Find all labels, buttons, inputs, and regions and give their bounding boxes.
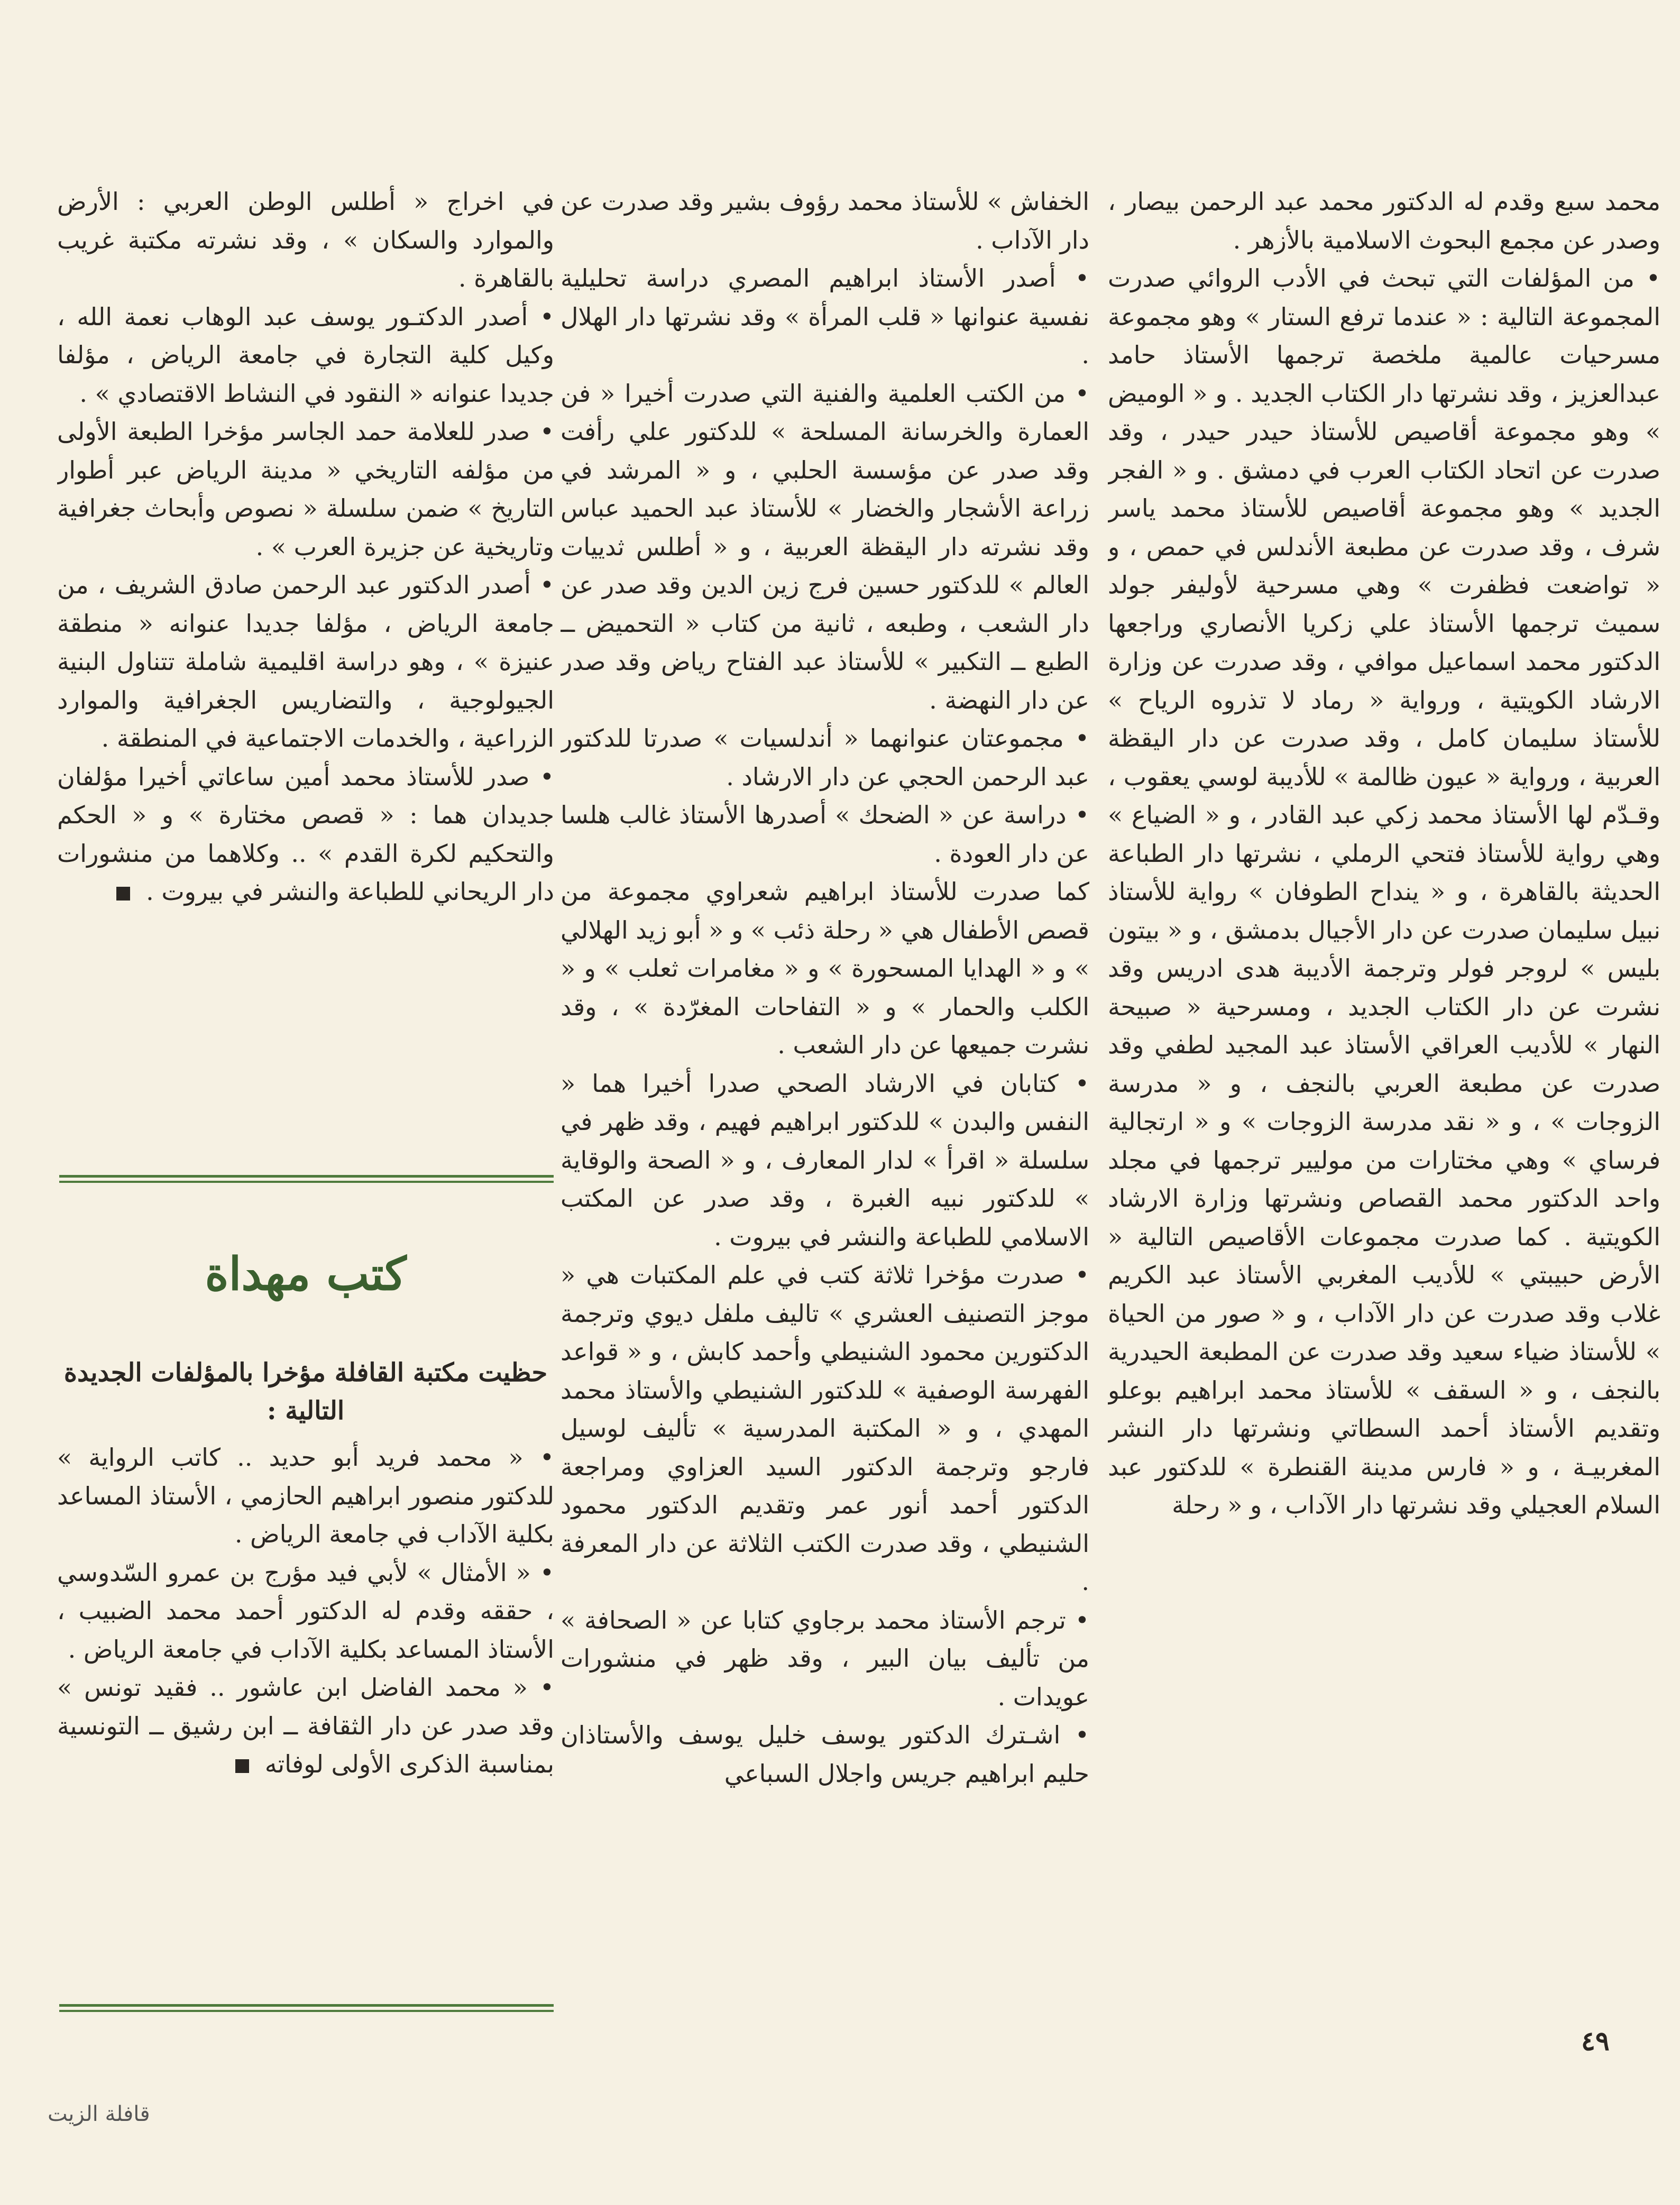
article-column-left-top [57,182,554,1156]
end-mark-square [235,1759,249,1773]
paragraph: • اشـترك الدكتور يوسف خليل يوسف والأستاذان حليم ابراهيم جريس واجلال السباعي [561,1721,1089,1788]
paragraph: • صدرت مؤخرا ثلاثة كتب في علم المكتبات هي « موجز التصنيف العشري » تاليف ملفل ديوي وترجمة الدكتورين محمود الشنيطي وأحمد كابش ، و « قواعد الفهرسة الوصفية » للدكتور الشنيطي والأستاذ محمد المهدي ، و « المكتبة المدرسية » تأليف لوسيل فارجو وترجمة الدكتور السيد العزاوي ومراجعة الدكتور أحمد أنور عمر وتقديم الدكتور محمود الشنيطي ، وقد صدرت الكتب الثلاثة عن دار المعرفة . [561,1261,1089,1596]
gifted-books-list [57,1438,554,1967]
double-rule-divider [59,2004,554,2012]
list-item: • « محمد فريد أبو حديد .. كاتب الرواية » للدكتور منصور ابراهيم الحازمي ، الأستاذ المساعد بكلية الآداب في جامعة الرياض . [57,1443,554,1548]
list-item: • « الأمثال » لأبي فيد مؤرج بن عمرو السّدوسي ، حققه وقدم له الدكتور أحمد محمد الضبيب ، الأستاذ المساعد بكلية الآداب في جامعة الرياض . [57,1558,554,1664]
paragraph: • دراسة عن « الضحك » أصدرها الأستاذ غالب هلسا عن دار العودة . [561,801,1089,868]
paragraph: • ترجم الأستاذ محمد برجاوي كتابا عن « الصحافة » من تأليف بيان البير ، وقد ظهر في منشورات عويدات . [561,1605,1089,1711]
paragraph: • من المؤلفات التي تبحث في الأدب الروائي صدرت المجموعة التالية : « عندما ترفع الستار » وهو مجموعة مسرحيات عالمية ملخصة ترجمها الأستاذ حامد عبدالعزيز ، وقد نشرتها دار الكتاب الجديد . و « الوميض » وهو مجموعة أقاصيص للأستاذ حيدر حيدر ، وقد صدرت عن اتحاد الكتاب العرب في دمشق . و « الفجر الجديد » وهو مجموعة أقاصيص للأستاذ محمد ياسر شرف ، وقد صدرت عن مطبعة الأندلس في حمص ، و « تواضعت فظفرت » وهي مسرحية لأوليفر جولد سميث ترجمها الأستاذ علي زكريا الأنصاري وراجعها الدكتور محمد اسماعيل موافي ، وقد صدرت عن وزارة الارشاد الكويتية ، ورواية « رماد لا تذروه الرياح » للأستاذ سليمان كامل ، وقد صدرت عن دار اليقظة العربية ، ورواية « عيون ظالمة » للأديبة لوسي يعقوب ، وقـدّم لها الأستاذ محمد زكي عبد القادر ، و « الضياع » وهي رواية للأستاذ فتحي الرملي ، نشرتها دار الطباعة الحديثة بالقاهرة ، و « ينداح الطوفان » رواية للأستاذ نبيل سليمان صدرت عن دار الأجيال بدمشق ، و « بيتون بليس » لروجر فولر وترجمة الأديبة هدى ادريس وقد نشرت عن دار الكتاب الجديد ، ومسرحية « صبيحة النهار » للأديب العراقي الأستاذ عبد المجيد لطفي وقد صدرت عن مطبعة العربي بالنجف ، و « مدرسة الزوجات » ، و « نقد مدرسة الزوجات » و « ارتجالية فرساي » وهي مختارات من موليير ترجمها في مجلد واحد الدكتور محمد القصاص ونشرتها وزارة الارشاد الكويتية . كما صدرت مجموعات الأقاصيص التالية « الأرض حبيبتي » للأديب المغربي الأستاذ عبد الكريم غلاب وقد صدرت عن دار الآداب ، و « صور من الحياة » للأستاذ ضياء سعيد وقد صدرت عن المطبعة الحيدرية بالنجف ، و « السقف » للأستاذ محمد ابراهيم بوعلو وتقديم الأستاذ أحمد السطاتي ونشرتها دار النشر المغربيـة ، و « فارس مدينة القنطرة » للدكتور عبد السلام العجيلي وقد نشرتها دار الآداب ، و « رحلة [1108,264,1660,1519]
end-mark-square [116,887,130,901]
list-item-last [57,1668,554,1784]
list-item-text: • « محمد الفاضل ابن عاشور .. فقيد تونس » وقد صدر عن دار الثقافة ــ ابن رشيق ــ التونسية بمناسبة الذكرى الأولى لوفاته [57,1673,554,1778]
paragraph: • أصدر الدكتـور يوسف عبد الوهاب نعمة الله ، وكيل كلية التجارة في جامعة الرياض ، مؤلفا جديدا عنوانه « النقود في النشاط الاقتصادي » . [57,302,554,408]
paragraph: محمد سبع وقدم له الدكتور محمد عبد الرحمن بيصار ، وصدر عن مجمع البحوث الاسلامية بالأزهر . [1108,187,1660,254]
paragraph: في اخراج « أطلس الوطن العربي : الأرض والموارد والسكان » ، وقد نشرته مكتبة غريب بالقاهرة . [57,187,554,292]
section-heading: حظيت مكتبة القافلة مؤخرا بالمؤلفات الجديدة التالية : [63,1358,548,1426]
paragraph: • من الكتب العلمية والفنية التي صدرت أخيرا « فن العمارة والخرسانة المسلحة » للدكتور علي رأفت وقد صدر عن مؤسسة الحلبي ، و « المرشد في زراعة الأشجار والخضار » للأستاذ عبد الحميد عباس وقد نشرته دار اليقظة العربية ، و « أطلس ثدييات العالم » للدكتور حسين فرج زين الدين وقد صدر عن دار الشعب ، وطبعه ، ثانية من كتاب « التحميض ــ الطبع ــ التكبير » للأستاذ عبد الفتاح رياض وقد صدر عن دار النهضة . [561,379,1089,714]
paragraph-last [57,758,554,911]
paragraph: • مجموعتان عنوانهما « أندلسيات » صدرتا للدكتور عبد الرحمن الحجي عن دار الارشاد . [561,724,1089,791]
double-rule-divider [59,1175,554,1183]
paragraph: • صدر للعلامة حمد الجاسر مؤخرا الطبعة الأولى من مؤلفه التاريخي « مدينة الرياض عبر أطوار التاريخ » ضمن سلسلة « نصوص وأبحاث جغرافية وتاريخية عن جزيرة العرب » . [57,417,554,561]
paragraph-text: • صدر للأستاذ محمد أمين ساعاتي أخيرا مؤلفان جديدان هما : « قصص مختارة » و « الحكم والتحكيم لكرة القدم » .. وكلاهما من منشورات دار الريحاني للطباعة والنشر في بيروت . [57,762,554,906]
paragraph: • كتابان في الارشاد الصحي صدرا أخيرا هما « النفس والبدن » للدكتور ابراهيم فهيم ، وقد ظهر في سلسلة « اقرأ » لدار المعارف ، و « الصحة والوقاية » للدكتور نبيه الغبرة ، وقد صدر عن المكتب الاسلامي للطباعة والنشر في بيروت . [561,1069,1089,1251]
paragraph: كما صدرت للأستاذ ابراهيم شعراوي مجموعة من قصص الأطفال هي « رحلة ذئب » و « أبو زيد الهلالي » و « الهدايا المسحورة » و « مغامرات ثعلب » و « الكلب والحمار » و « التفاحات المغرّدة » ، وقد نشرت جميعها عن دار الشعب . [561,877,1089,1059]
article-column-right [1108,182,1660,1991]
paragraph: الخفاش » للأستاذ محمد رؤوف بشير وقد صدرت عن دار الآداب . [561,187,1089,254]
page-number: ٤٩ [1581,2025,1610,2056]
section-title: كتب مهداة [205,1247,407,1301]
paragraph: • أصدر الدكتور عبد الرحمن صادق الشريف ، من جامعة الرياض ، مؤلفا جديدا عنوانه « منطقة عنيزة » ، وهو دراسة اقليمية شاملة تتناول البنية الجيولوجية ، والتضاريس الجغرافية والموارد الزراعية ، والخدمات الاجتماعية في المنطقة . [57,571,554,752]
article-column-middle [561,182,1089,2044]
paragraph: • أصدر الأستاذ ابراهيم المصري دراسة تحليلية نفسية عنوانها « قلب المرأة » وقد نشرتها دار الهلال . [561,264,1089,369]
magazine-name: قافلة الزيت [48,2102,150,2126]
